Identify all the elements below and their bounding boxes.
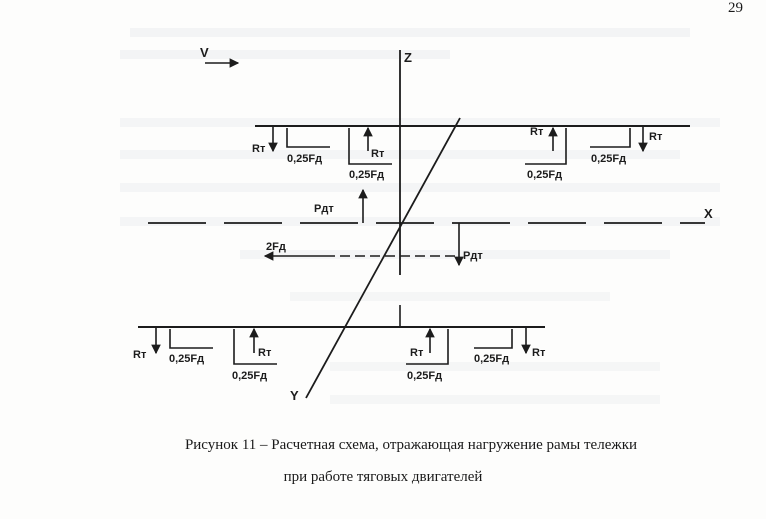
quarter-fd-bracket [590,128,630,147]
rt-label: Rт [133,349,147,361]
y-axis [306,118,460,398]
rt-label: Rт [252,143,266,155]
rt-label: Rт [410,347,424,359]
rt-label: Rт [649,131,663,143]
quarter-fd-label: 0,25Fд [349,169,385,181]
pdt-label: Pдт [314,203,334,215]
quarter-fd-bracket [170,329,213,348]
quarter-fd-label: 0,25Fд [591,153,627,165]
x-axis-label: X [704,206,713,221]
quarter-fd-label: 0,25Fд [287,153,323,165]
quarter-fd-label: 0,25Fд [232,370,268,382]
quarter-fd-label: 0,25Fд [527,169,563,181]
rt-label: Rт [258,347,272,359]
rt-label: Rт [530,126,544,138]
velocity-label: V [200,45,209,60]
quarter-fd-label: 0,25Fд [169,353,205,365]
y-axis-label: Y [290,388,299,403]
two-fd-label: 2Fд [266,241,286,253]
pdt-label: Pдт [463,250,483,262]
rt-label: Rт [532,347,546,359]
quarter-fd-label: 0,25Fд [407,370,443,382]
quarter-fd-label: 0,25Fд [474,353,510,365]
quarter-fd-bracket [287,128,330,147]
figure-caption: Рисунок 11 – Расчетная схема, отражающая нагружение рамы тележки [184,437,638,453]
z-axis-label: Z [404,50,412,65]
page-number: 29 [728,0,743,16]
figure-caption-continuation: при работе тяговых двигателей [283,469,483,485]
quarter-fd-bracket [474,329,512,348]
rt-label: Rт [371,148,385,160]
